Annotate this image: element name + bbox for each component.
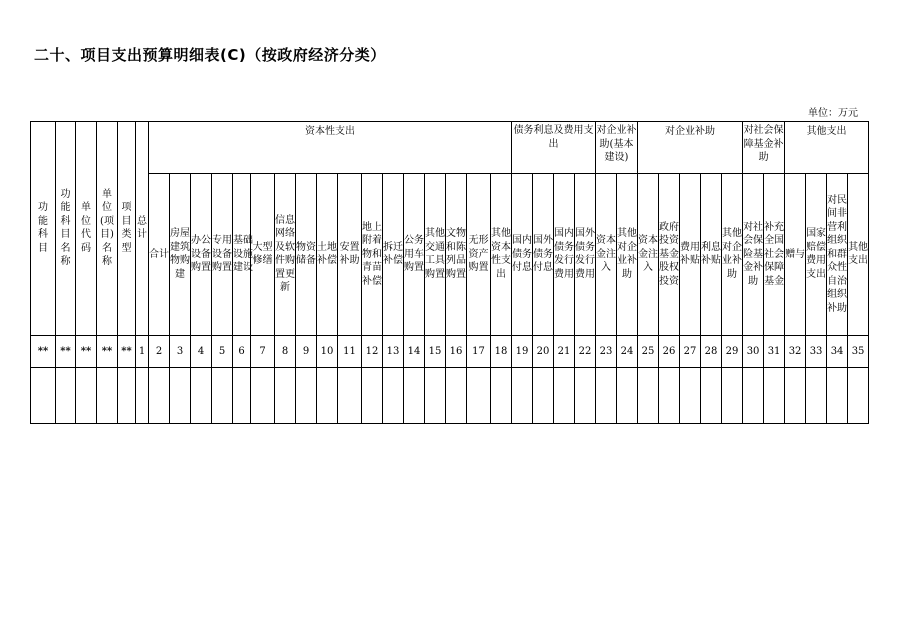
index-cell-11 xyxy=(338,336,362,368)
index-cell-15 xyxy=(425,336,446,368)
index-cell-12-text: 12 xyxy=(365,346,379,357)
index-cell-33-text: 33 xyxy=(809,346,823,357)
sub-header-30-text: 对社 会保 险基 金补 助 xyxy=(743,221,764,287)
sub-header-5-text: 专用 设备 购置 xyxy=(212,235,232,273)
empty-data-cell xyxy=(701,368,722,424)
sub-header-15 xyxy=(425,174,446,336)
index-cell-8 xyxy=(275,336,296,368)
budget-table xyxy=(30,121,869,424)
sub-header-7 xyxy=(251,174,275,336)
index-cell-19 xyxy=(512,336,533,368)
index-cell-17-text: 17 xyxy=(472,346,485,357)
index-cell-fixed-4-text: ** xyxy=(121,346,132,357)
sub-header-24 xyxy=(617,174,638,336)
sub-header-31-text: 补充 全国 社会 保障 基金 xyxy=(764,221,785,287)
index-cell-23 xyxy=(596,336,617,368)
fixed-header-1 xyxy=(56,122,76,336)
index-cell-29 xyxy=(722,336,743,368)
index-cell-31-text: 31 xyxy=(767,346,781,357)
sub-header-13 xyxy=(383,174,404,336)
index-cell-18 xyxy=(491,336,512,368)
index-cell-21-text: 21 xyxy=(557,346,571,357)
sub-header-31 xyxy=(764,174,785,336)
group-header-3 xyxy=(638,122,743,174)
index-cell-13 xyxy=(383,336,404,368)
sub-header-16-text: 文物 和陈 列品 购置 xyxy=(446,228,466,280)
group-header-4-text: 对社会保 障基金补 助 xyxy=(743,125,784,163)
empty-data-cell xyxy=(467,368,491,424)
index-cell-7 xyxy=(251,336,275,368)
sub-header-26 xyxy=(659,174,680,336)
empty-data-cell xyxy=(97,368,118,424)
group-header-1-text: 债务利息及费用支 出 xyxy=(513,125,594,150)
index-cell-19-text: 19 xyxy=(515,346,529,357)
group-header-0-text: 资本性支出 xyxy=(305,126,355,137)
index-cell-17 xyxy=(467,336,491,368)
index-cell-10 xyxy=(317,336,338,368)
index-cell-4 xyxy=(191,336,212,368)
sub-header-18 xyxy=(491,174,512,336)
index-cell-fixed-1 xyxy=(56,336,76,368)
index-cell-31 xyxy=(764,336,785,368)
fixed-header-5 xyxy=(136,122,149,336)
empty-data-cell xyxy=(659,368,680,424)
sub-header-10-text: 土地 补偿 xyxy=(317,241,337,267)
empty-data-cell xyxy=(404,368,425,424)
sub-header-30 xyxy=(743,174,764,336)
index-cell-20-text: 20 xyxy=(536,346,550,357)
empty-data-cell xyxy=(317,368,338,424)
empty-data-cell xyxy=(362,368,383,424)
sub-header-9 xyxy=(296,174,317,336)
empty-data-cell xyxy=(136,368,149,424)
sub-header-5 xyxy=(212,174,233,336)
sub-header-9-text: 物资 储备 xyxy=(296,241,316,267)
empty-data-cell xyxy=(722,368,743,424)
index-cell-fixed-1-text: ** xyxy=(60,346,71,357)
index-cell-28-text: 28 xyxy=(704,346,718,357)
empty-data-cell xyxy=(296,368,317,424)
empty-data-cell xyxy=(491,368,512,424)
index-cell-24-text: 24 xyxy=(620,346,634,357)
empty-data-cell xyxy=(275,368,296,424)
index-cell-35 xyxy=(848,336,869,368)
index-cell-35-text: 35 xyxy=(851,346,865,357)
index-cell-7-text: 7 xyxy=(259,346,266,357)
sub-header-2-text: 合计 xyxy=(149,249,169,260)
sub-header-29-text: 其他 对企 业补 助 xyxy=(722,228,743,280)
sub-header-22-text: 国外 债务 发行 费用 xyxy=(575,228,595,280)
index-cell-14 xyxy=(404,336,425,368)
index-cell-27 xyxy=(680,336,701,368)
sub-header-7-text: 大型 修缮 xyxy=(252,241,273,267)
index-cell-2 xyxy=(149,336,170,368)
sub-header-15-text: 其他 交通 工具 购置 xyxy=(425,228,445,280)
empty-data-cell xyxy=(233,368,251,424)
sub-header-4 xyxy=(191,174,212,336)
sub-header-33-text: 国家 赔偿 费用 支出 xyxy=(806,228,827,280)
fixed-header-1-text: 功 能 科 目 名 称 xyxy=(60,188,71,268)
group-header-3-text: 对企业补助 xyxy=(665,126,716,137)
group-header-2-text: 对企业补 助(基本 建设) xyxy=(596,125,637,163)
group-header-5-text: 其他支出 xyxy=(806,126,847,137)
empty-data-cell xyxy=(617,368,638,424)
empty-data-cell xyxy=(212,368,233,424)
empty-data-cell xyxy=(554,368,575,424)
empty-data-cell xyxy=(118,368,136,424)
index-cell-11-text: 11 xyxy=(343,346,356,357)
sub-header-3 xyxy=(170,174,191,336)
index-cell-33 xyxy=(806,336,827,368)
fixed-header-3-text: 单 位 (项 目) 名 称 xyxy=(100,188,114,268)
sub-header-16 xyxy=(446,174,467,336)
empty-data-cell xyxy=(785,368,806,424)
sub-header-4-text: 办公 设备 购置 xyxy=(191,235,211,273)
sub-header-19-text: 国内 债务 付息 xyxy=(512,235,532,273)
index-cell-14-text: 14 xyxy=(407,346,421,357)
index-cell-25-text: 25 xyxy=(641,346,655,357)
sub-header-35-text: 其他 支出 xyxy=(848,241,869,267)
index-cell-6-text: 6 xyxy=(238,346,245,357)
index-cell-fixed-2 xyxy=(76,336,97,368)
index-cell-15-text: 15 xyxy=(428,346,442,357)
empty-data-cell xyxy=(512,368,533,424)
group-header-4 xyxy=(743,122,785,174)
empty-data-cell xyxy=(596,368,617,424)
empty-data-cell xyxy=(76,368,97,424)
index-cell-fixed-5 xyxy=(136,336,149,368)
sub-header-14-text: 公务 用车 购置 xyxy=(404,235,424,273)
sub-header-11-text: 安置 补助 xyxy=(339,241,360,267)
empty-data-cell xyxy=(680,368,701,424)
empty-data-cell xyxy=(383,368,404,424)
index-cell-9-text: 9 xyxy=(302,346,310,357)
fixed-header-2-text: 单 位 代 码 xyxy=(81,202,91,254)
sub-header-34-text: 对民 间非 营利 组织 和群 众性 自治 组织 补助 xyxy=(827,194,848,314)
sub-header-6-text: 基础 设施 建设 xyxy=(233,235,253,273)
index-cell-23-text: 23 xyxy=(599,346,613,357)
sub-header-35 xyxy=(848,174,869,336)
fixed-header-4 xyxy=(118,122,136,336)
sub-header-2 xyxy=(149,174,170,336)
index-cell-6 xyxy=(233,336,251,368)
empty-data-cell xyxy=(251,368,275,424)
sub-header-23 xyxy=(596,174,617,336)
sub-header-28-text: 利息 补贴 xyxy=(701,241,721,267)
index-cell-8-text: 8 xyxy=(281,346,289,357)
sub-header-20 xyxy=(533,174,554,336)
sub-header-12 xyxy=(362,174,383,336)
sub-header-12-text: 地上 附着 物和 青苗 补偿 xyxy=(362,221,382,287)
sub-header-28 xyxy=(701,174,722,336)
index-cell-26 xyxy=(659,336,680,368)
unit-label: 单位：万元 xyxy=(808,108,858,119)
sub-header-17 xyxy=(467,174,491,336)
empty-data-cell xyxy=(338,368,362,424)
sub-header-19 xyxy=(512,174,533,336)
empty-data-cell xyxy=(638,368,659,424)
empty-data-cell xyxy=(827,368,848,424)
page-title: 二十、项目支出预算明细表(C)（按政府经济分类） xyxy=(34,46,386,64)
empty-data-cell xyxy=(31,368,56,424)
sub-header-29 xyxy=(722,174,743,336)
sub-header-14 xyxy=(404,174,425,336)
group-header-2 xyxy=(596,122,638,174)
sub-header-27 xyxy=(680,174,701,336)
index-cell-fixed-4 xyxy=(118,336,136,368)
sub-header-25-text: 资本 金注 入 xyxy=(638,235,658,273)
index-cell-27-text: 27 xyxy=(683,346,697,357)
sub-header-24-text: 其他 对企 业补 助 xyxy=(617,228,637,280)
empty-data-cell xyxy=(425,368,446,424)
sub-header-26-text: 政府 投资 基金 股权 投资 xyxy=(659,221,679,287)
sub-header-32-text: 赠与 xyxy=(785,249,806,260)
index-cell-24 xyxy=(617,336,638,368)
sub-header-21-text: 国内 债务 发行 费用 xyxy=(554,228,574,280)
sub-header-18-text: 其他 资本 性支 出 xyxy=(491,228,511,280)
empty-data-cell xyxy=(170,368,191,424)
empty-data-cell xyxy=(806,368,827,424)
index-cell-16-text: 16 xyxy=(449,346,463,357)
index-cell-fixed-2-text: ** xyxy=(80,346,92,357)
sub-header-17-text: 无形 资产 购置 xyxy=(468,235,489,273)
group-header-5 xyxy=(785,122,869,174)
index-cell-34-text: 34 xyxy=(830,346,844,357)
sub-header-11 xyxy=(338,174,362,336)
index-cell-21 xyxy=(554,336,575,368)
index-cell-9 xyxy=(296,336,317,368)
sub-header-10 xyxy=(317,174,338,336)
fixed-header-2 xyxy=(76,122,97,336)
index-cell-22 xyxy=(575,336,596,368)
empty-data-cell xyxy=(575,368,596,424)
index-cell-fixed-5-text: 1 xyxy=(138,346,146,357)
sub-header-32 xyxy=(785,174,806,336)
sub-header-25 xyxy=(638,174,659,336)
index-cell-25 xyxy=(638,336,659,368)
sub-header-8-text: 信息 网络 及软 件购 置更 新 xyxy=(275,214,295,294)
index-cell-32 xyxy=(785,336,806,368)
index-cell-10-text: 10 xyxy=(320,346,334,357)
empty-data-cell xyxy=(533,368,554,424)
index-cell-13-text: 13 xyxy=(386,346,400,357)
empty-data-cell xyxy=(743,368,764,424)
index-cell-29-text: 29 xyxy=(725,346,739,357)
empty-data-cell xyxy=(191,368,212,424)
sub-header-27-text: 费用 补贴 xyxy=(680,241,700,267)
sub-header-20-text: 国外 债务 付息 xyxy=(533,235,553,273)
index-cell-32-text: 32 xyxy=(788,346,802,357)
index-cell-30 xyxy=(743,336,764,368)
sub-header-13-text: 拆迁 补偿 xyxy=(383,241,403,267)
index-cell-34 xyxy=(827,336,848,368)
index-cell-fixed-3 xyxy=(97,336,118,368)
empty-data-cell xyxy=(764,368,785,424)
index-cell-18-text: 18 xyxy=(494,346,508,357)
index-cell-16 xyxy=(446,336,467,368)
fixed-header-5-text: 总 计 xyxy=(137,215,147,241)
index-cell-5-text: 5 xyxy=(218,346,226,357)
empty-data-cell xyxy=(848,368,869,424)
fixed-header-0-text: 功 能 科 目 xyxy=(38,202,48,254)
sub-header-23-text: 资本 金注 入 xyxy=(596,235,616,273)
fixed-header-4-text: 项 目 类 型 xyxy=(121,202,132,254)
index-cell-fixed-3-text: ** xyxy=(101,346,113,357)
sub-header-34 xyxy=(827,174,848,336)
sub-header-33 xyxy=(806,174,827,336)
group-header-0 xyxy=(149,122,512,174)
sub-header-3-text: 房屋 建筑 物购 建 xyxy=(170,228,190,280)
group-header-1 xyxy=(512,122,596,174)
sub-header-8 xyxy=(275,174,296,336)
index-cell-28 xyxy=(701,336,722,368)
sub-header-21 xyxy=(554,174,575,336)
index-cell-12 xyxy=(362,336,383,368)
index-cell-4-text: 4 xyxy=(197,346,205,357)
fixed-header-0 xyxy=(31,122,56,336)
sub-header-22 xyxy=(575,174,596,336)
index-cell-2-text: 2 xyxy=(155,346,163,357)
index-cell-fixed-0 xyxy=(31,336,56,368)
index-cell-26-text: 26 xyxy=(662,346,676,357)
index-cell-3 xyxy=(170,336,191,368)
index-cell-22-text: 22 xyxy=(578,346,592,357)
empty-data-cell xyxy=(149,368,170,424)
index-cell-fixed-0-text: ** xyxy=(37,346,49,357)
empty-data-cell xyxy=(446,368,467,424)
index-cell-20 xyxy=(533,336,554,368)
index-cell-5 xyxy=(212,336,233,368)
fixed-header-3 xyxy=(97,122,118,336)
empty-data-cell xyxy=(56,368,76,424)
sub-header-6 xyxy=(233,174,251,336)
index-cell-3-text: 3 xyxy=(176,346,184,357)
index-cell-30-text: 30 xyxy=(746,346,760,357)
